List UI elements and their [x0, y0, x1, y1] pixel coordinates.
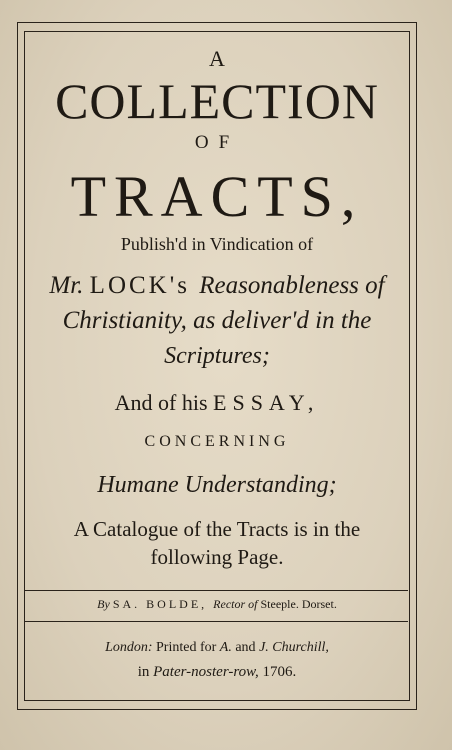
- author-by: By: [97, 597, 113, 611]
- author-role: Rector of: [213, 597, 261, 611]
- note-catalogue: A Catalogue of the Tracts is in the: [73, 517, 361, 541]
- author-place: Steeple. Dorset.: [260, 597, 337, 611]
- subtitle-humane: Humane Understanding;: [97, 472, 337, 498]
- imprint-a: A.: [219, 640, 232, 655]
- lock-name: LOCK's: [89, 272, 200, 299]
- and-prefix: And of his: [114, 390, 214, 415]
- title-line-of: OF: [194, 132, 240, 153]
- imprint-printed-for: Printed for: [152, 640, 220, 655]
- imprint-london: London:: [105, 640, 153, 655]
- subtitle-essay: [24, 390, 410, 416]
- rule-top: [25, 590, 408, 591]
- author-name: SA. BOLDE,: [112, 597, 214, 611]
- imprint-and: and: [231, 640, 260, 655]
- subtitle-mr-lock: [24, 272, 410, 300]
- subtitle-christianity: Christianity, as deliver'd in the: [62, 307, 372, 334]
- subtitle-concerning: CONCERNING: [144, 433, 290, 450]
- imprint-in: in: [137, 664, 154, 680]
- title-line-tracts: TRACTS,: [70, 164, 364, 229]
- imprint-pater: Pater-noster-row,: [153, 664, 259, 680]
- note-following: following Page.: [150, 545, 284, 569]
- essay-word: ESSAY,: [213, 390, 320, 415]
- title-line-collection: COLLECTION: [55, 73, 379, 129]
- subtitle-scriptures: Scriptures;: [164, 343, 270, 369]
- imprint-line-2: [24, 664, 410, 681]
- title-line-a: A: [209, 46, 225, 71]
- imprint-line-1: [24, 640, 410, 656]
- subtitle-publish: Publish'd in Vindication of: [120, 234, 314, 254]
- imprint-j-churchill: J. Churchill,: [259, 640, 329, 655]
- mr-prefix: Mr.: [49, 272, 90, 299]
- imprint-year: 1706.: [258, 664, 297, 680]
- reasonableness: Reasonableness of: [199, 272, 385, 299]
- author-line: [24, 597, 410, 612]
- rule-mid: [25, 621, 408, 622]
